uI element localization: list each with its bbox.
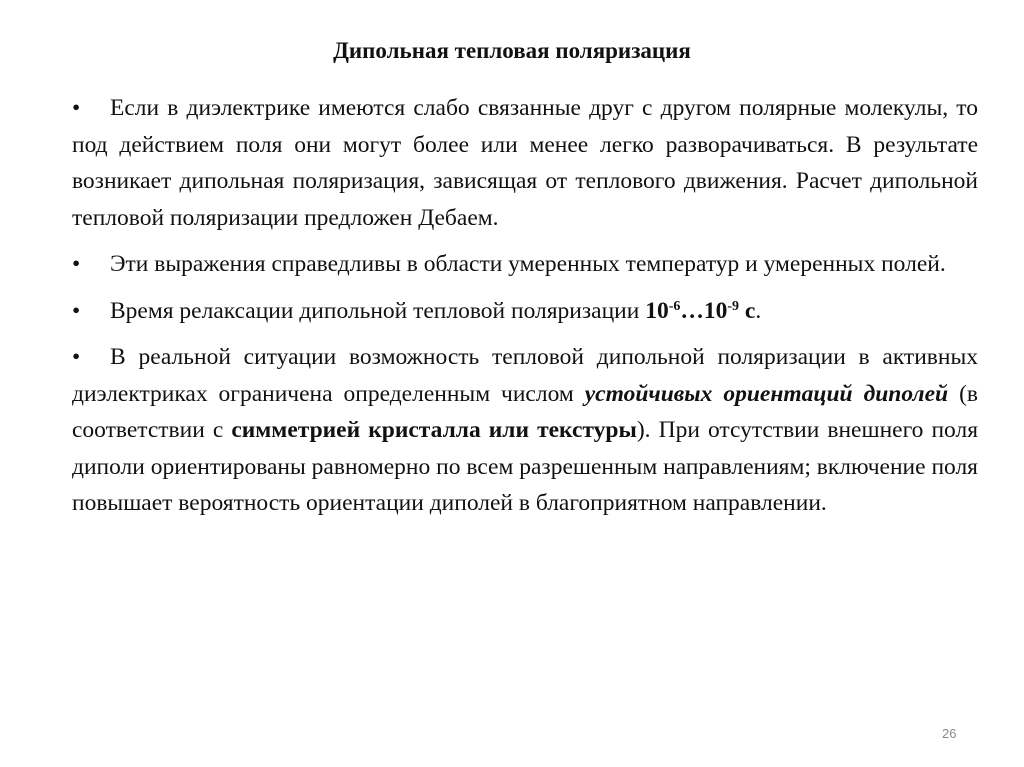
paragraph-text: Эти выражения справедливы в области умеренных температур и умеренных полей. [110, 251, 946, 277]
slide-title: Дипольная тепловая поляризация [333, 38, 691, 63]
bullet-icon: • [72, 344, 81, 370]
paragraph-text: Если в диэлектрике имеются слабо связанные друг с другом полярные молекулы, то под действием поля они могут более или менее легко разворачиваться. В результате возникает дипольная поляризация, зависящая от теплового движения. Расчет дипольной тепловой поляризации предложен Дебаем. [72, 95, 978, 231]
paragraph-text: Время релаксации дипольной тепловой поляризации [110, 297, 646, 324]
bullet-icon: • [72, 297, 81, 324]
emphasis-crystal-symmetry: симметрией кристалла или текстуры [231, 417, 637, 443]
paragraph-relaxation-time: • Время релаксации дипольной тепловой поляризации $10^{-6}\dots 10^{-9}$ с. [72, 293, 978, 330]
emphasis-stable-orientations: устойчивых ориентаций диполей [584, 380, 949, 407]
paragraph-real-situation: • В реальной ситуации возможность тепловой дипольной поляризации в активных диэлектриках ограничена определенным числом устойчивых ориентаций диполей (в соответствии с симметрией кристалла или текстуры). При отсутствии внешнего поля диполи ориентированы равномерно по всем разрешенным направлениям; включение поля повышает вероятность ориентации диполей в благоприятном направлении. [72, 339, 978, 522]
paragraph-text: В реальной ситуации возможность тепловой дипольной поляризации в активных диэлектриках ограничена определенным числом [72, 344, 978, 407]
slide-body [72, 90, 978, 532]
paragraph-debye [72, 90, 978, 236]
bullet-icon: • [72, 251, 81, 277]
relaxation-time-value: $10^{-6}\dots 10^{-9}$ с [645, 297, 756, 324]
bullet-icon: • [72, 95, 81, 121]
paragraph-validity [72, 246, 978, 283]
page-number: 26 [942, 726, 957, 741]
